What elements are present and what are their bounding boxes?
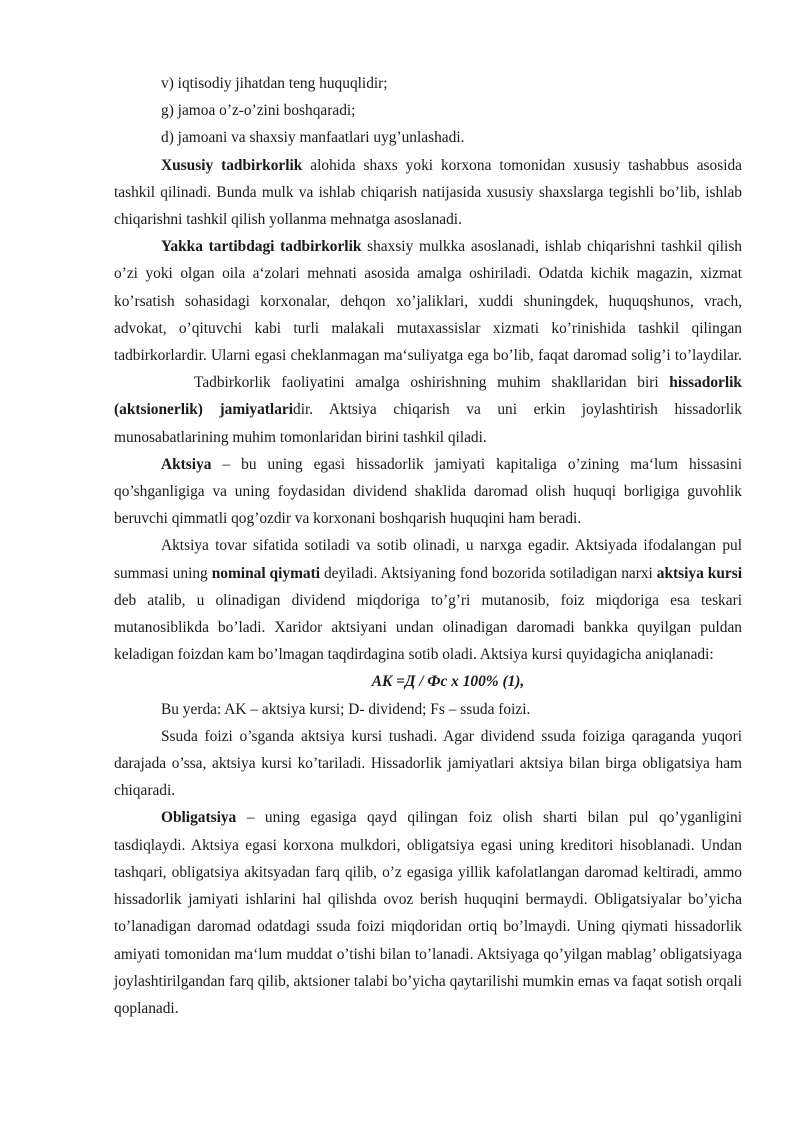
paragraph-text: – bu uning egasi hissadorlik jamiyati kapitaliga o’zining ma‘lum hissasini qo’shganligiga va uning foydasidan dividend shaklida daromad olish huquqi borligiga guvohlik beruvchi qimmatli qog’ozdir va korxonani boshqarish huquqini ham beradi. (114, 455, 742, 528)
paragraph-text: deb atalib, u olinadigan dividend miqdoriga to’g’ri mutanosib, foiz miqdoriga esa teskari mutanosiblikda bo’ladi. Xaridor aktsiyani undan olinadigan daromadi bankka quyilgan puldan keladigan foizdan kam bo’lmagan taqdirdagina sotib oladi. Aktsiya kursi quyidagicha aniqlanadi: (114, 591, 742, 664)
list-item-v: v) iqtisodiy jihatdan teng huquqlidir; (161, 75, 388, 92)
paragraph-individual-entrepreneurship (114, 233, 742, 451)
term-joint-stock-company: hissadorlik (aktsionerlik) jamiyatlari (114, 374, 742, 419)
paragraph-interest-effect: Ssuda foizi o’sganda aktsiya kursi tushadi. Agar dividend ssuda foiziga qaraganda yuqori darajada o’ssa, aktsiya kursi ko’tariladi. Hissadorlik jamiyatlari aktsiya bilan birga obligatsiya ham chiqaradi. (114, 727, 742, 800)
term-share-rate: aktsiya kursi (656, 564, 742, 582)
formula: AK =Д / Фс х 100% (1), (371, 673, 525, 691)
paragraph-private-entrepreneurship (114, 152, 742, 234)
term-bond: Obligatsiya (161, 809, 237, 827)
paragraph-text: dir. Aktsiya chiqarish va uni erkin joylashtirish hissadorlik munosabatlarining muhim tomonlaridan birini tashkil qiladi. (114, 401, 742, 446)
paragraph-text: Aktsiya tovar sifatida sotiladi va sotib olinadi, u narxga egadir. Aktsiyada ifodalangan pul summasi uning (114, 537, 742, 582)
paragraph-share-price (114, 532, 742, 668)
term-nominal-value: nominal qiymati (211, 564, 321, 582)
paragraph-formula-legend: Bu yerda: AK – aktsiya kursi; D- dividend; Fs – ssuda foizi. (161, 700, 531, 718)
term-individual-entrepreneurship: Yakka tartibdagi tadbirkorlik (161, 238, 362, 256)
term-private-entrepreneurship: Xususiy tadbirkorlik (161, 156, 303, 174)
paragraph-text: Tadbirkorlik faoliyatini amalga oshirishning muhim shakllaridan biri (194, 374, 670, 392)
paragraph-text: – uning egasiga qayd qilingan foiz olish sharti bilan pul qo’yganligini tasdiqlaydi. Aktsiya egasi korxona mulkdori, obligatsiya egasi uning kreditori hisoblanadi. Undan tashqari, obligatsiya akitsyadan farq qilib, o’z egasiga yillik kafolatlangan daromad keltiradi, ammo hissadorlik jamiyati ishlarini hal qilishda ovoz berish huquqini bermaydi. Obligatsiyalar bo’yicha to’lanadigan daromad odatdagi ssuda foizi miqdoridan ortiq bo’lmaydi. Uning qiymati hissadorlik amiyati tomonidan ma‘lum muddat o’tishi bilan to’lanadi. Aktsiyaga qo’yilgan mablag’ obligatsiyaga joylashtirilgandan farq qilib, aktsioner talabi bo’yicha qaytarilishi mumkin emas va faqat sotish orqali qoplanadi. (114, 809, 742, 1017)
term-share: Aktsiya (161, 455, 212, 473)
paragraph-text: alohida shaxs yoki korxona tomonidan xususiy tashabbus asosida tashkil qilinadi. Bunda mulk va ishlab chiqarish natijasida xususiy shaxslarga tegishli bo’lib, ishlab chiqarishni tashkil qilish yollanma mehnatga asoslanadi. (114, 156, 743, 229)
paragraph-text: shaxsiy mulkka asoslanadi, ishlab chiqarishni tashkil qilish o’zi yoki olgan oila a‘zolari mehnati asosida amalga oshiriladi. Odatda kichik magazin, xizmat ko’rsatish sohasidagi korxonalar, dehqon xo’jaliklari, xuddi shuningdek, huquqshunos, vrach, advokat, o’qituvchi kabi turli malakali mutaxassislar xizmati ko’rinishida tashkil qilingan tadbirkorlardir. Ularni egasi cheklanmagan ma‘suliyatga ega bo’lib, faqat daromad solig’i to’laydilar. (114, 238, 742, 365)
paragraph-share (114, 451, 742, 533)
paragraph-bond (114, 804, 742, 1022)
document-page (114, 70, 742, 1022)
list-item-d: d) jamoani va shaxsiy manfaatlari uyg’unlashadi. (161, 129, 465, 147)
list-item-g: g) jamoa o’z-o’zini boshqaradi; (161, 102, 356, 120)
paragraph-text: deyiladi. Aktsiyaning fond bozorida sotiladigan narxi (320, 564, 657, 582)
